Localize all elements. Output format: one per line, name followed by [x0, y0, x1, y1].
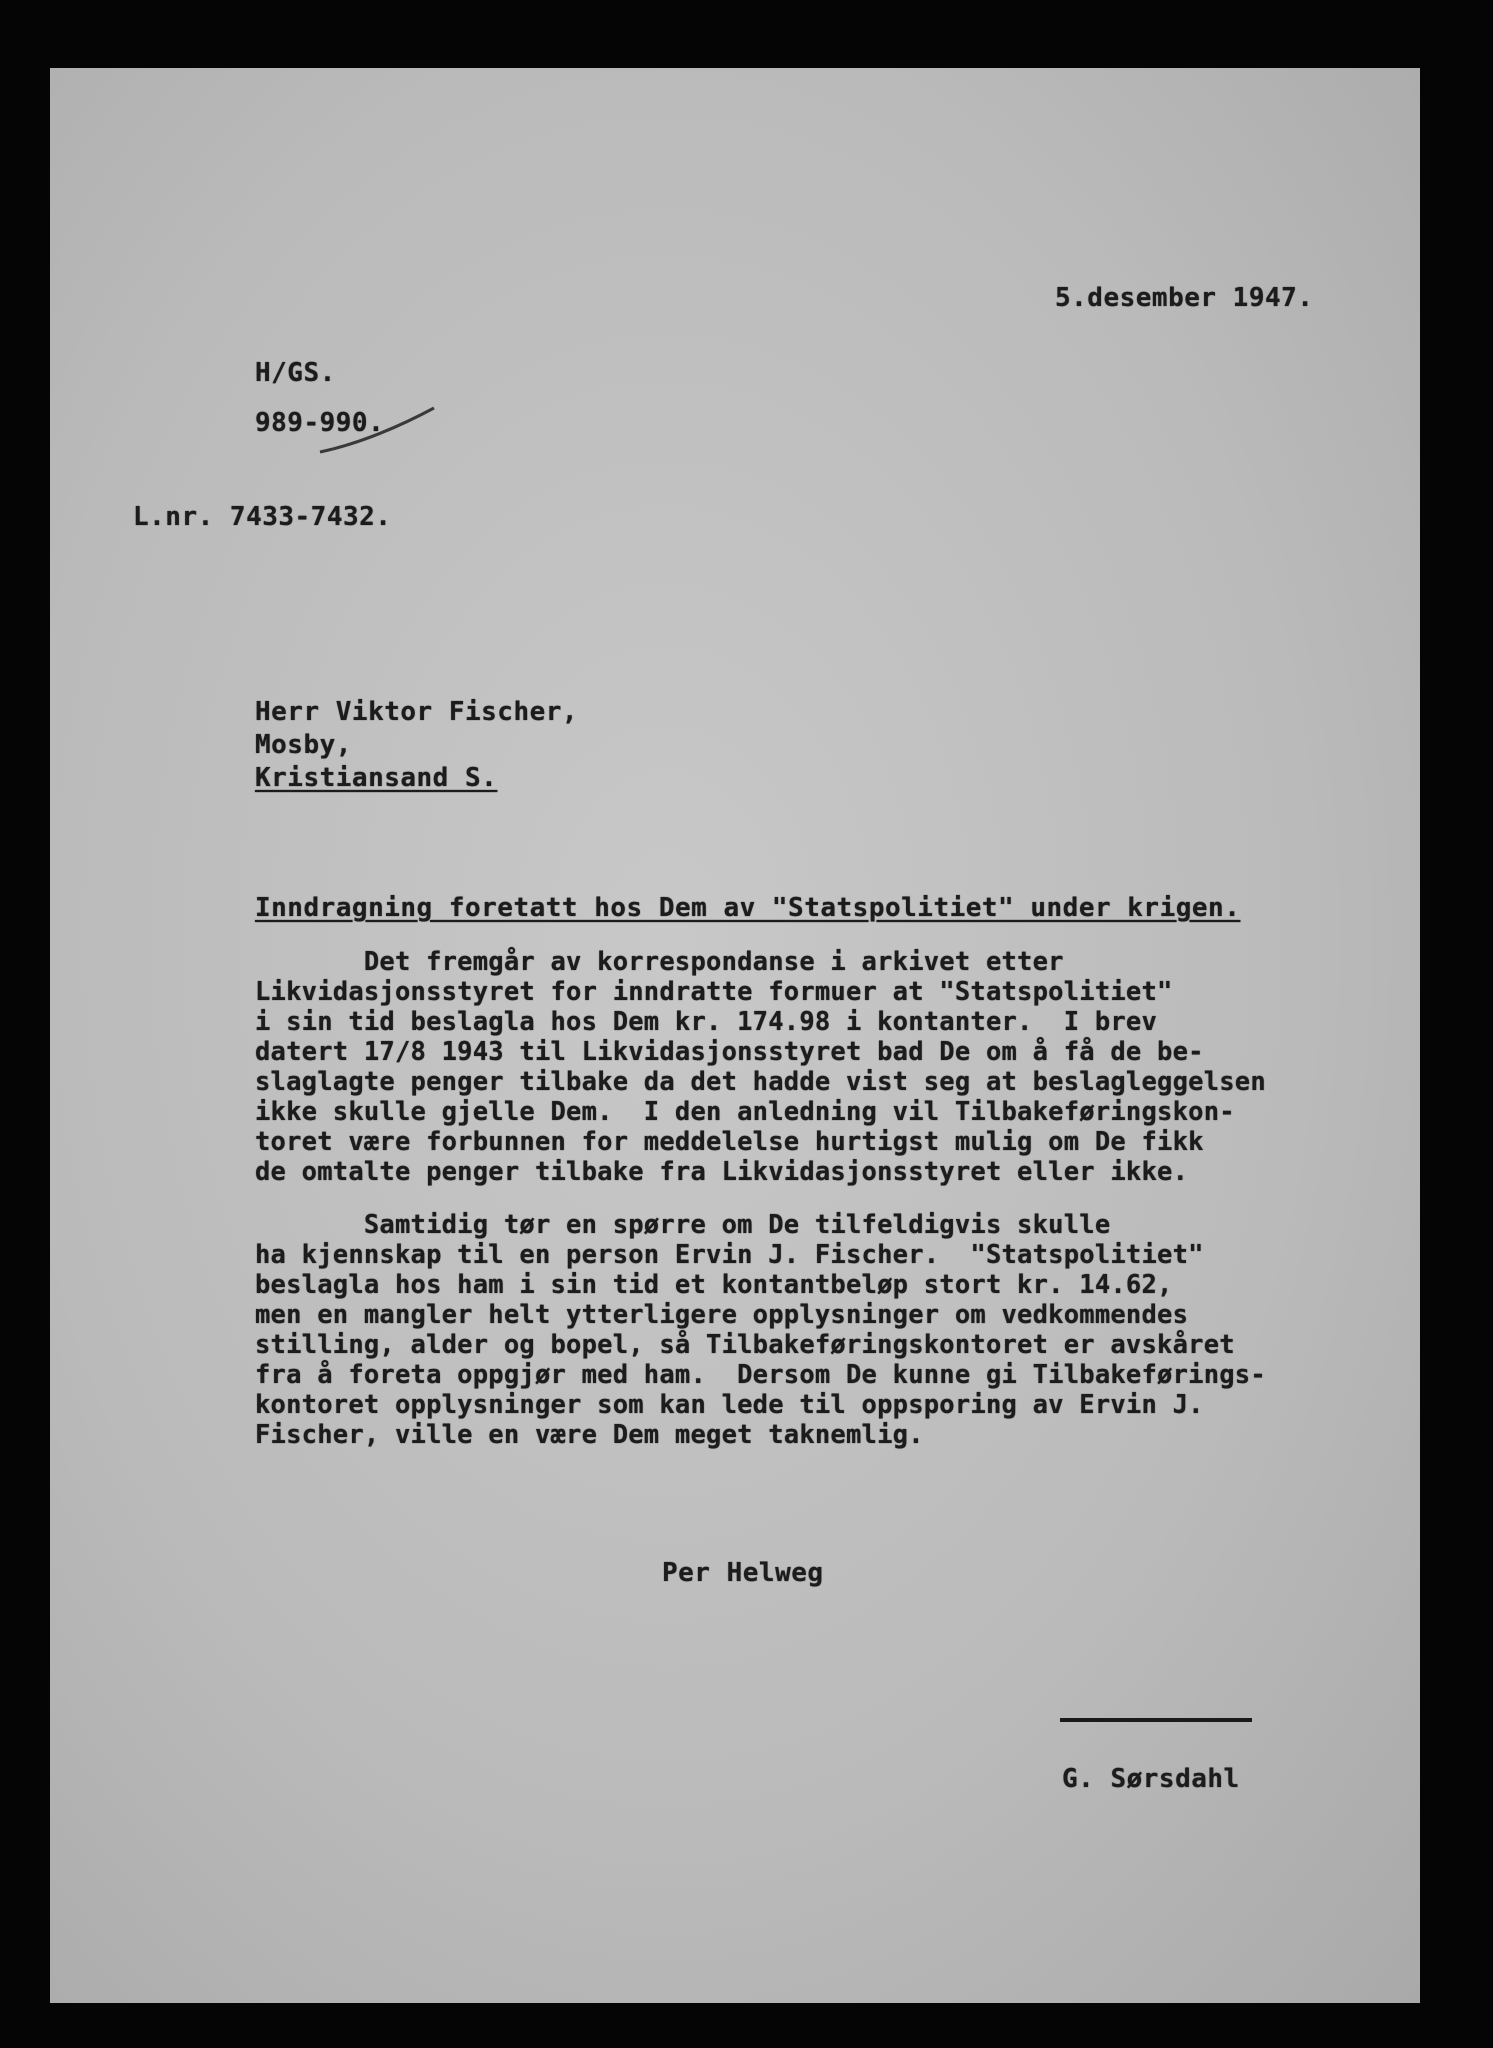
paragraph-2-line: Samtidig tør en spørre om De tilfeldigvis skulle [255, 1210, 1111, 1240]
paragraph-2-line: fra å foreta oppgjør med ham. Dersom De kunne gi Tilbakeførings- [255, 1360, 1266, 1390]
paragraph-2-line: beslagla hos ham i sin tid et kontantbeløp stort kr. 14.62, [255, 1270, 1173, 1300]
paragraph-2-line: stilling, alder og bopel, så Tilbakeføringskontoret er avskåret [255, 1330, 1235, 1360]
signature-name-2: G. Sørsdahl [1062, 1764, 1240, 1794]
paragraph-1-line: ikke skulle gjelle Dem. I den anledning vil Tilbakeføringskon- [255, 1097, 1235, 1127]
paragraph-2-line: ha kjennskap til en person Ervin J. Fischer. "Statspolitiet" [255, 1240, 1204, 1270]
paragraph-1-line: Det fremgår av korrespondanse i arkivet etter [255, 947, 1064, 977]
pen-mark [318, 400, 438, 460]
paragraph-1-line: datert 17/8 1943 til Likvidasjonsstyret bad De om å få de be- [255, 1037, 1204, 1067]
paragraph-1-line: slaglagte penger tilbake da det hadde vist seg at beslagleggelsen [255, 1067, 1266, 1097]
paragraph-1-line: de omtalte penger tilbake fra Likvidasjonsstyret eller ikke. [255, 1157, 1189, 1187]
paragraph-1-line: Likvidasjonsstyret for inndratte formuer at "Statspolitiet" [255, 977, 1173, 1007]
recipient-place: Mosby, [255, 730, 352, 760]
letter-subject: Inndragning foretatt hos Dem av "Statspolitiet" under krigen. [255, 893, 1241, 923]
reference-numbers: 989-990. [255, 408, 385, 438]
letter-number: L.nr. 7433-7432. [133, 502, 392, 532]
paragraph-2-line: Fischer, ville en være Dem meget taknemlig. [255, 1420, 924, 1450]
paragraph-1-line: i sin tid beslagla hos Dem kr. 174.98 i kontanter. I brev [255, 1007, 1158, 1037]
recipient-name: Herr Viktor Fischer, [255, 697, 579, 727]
paragraph-1-line: toret være forbunnen for meddelelse hurtigst mulig om De fikk [255, 1127, 1204, 1157]
recipient-city: Kristiansand S. [255, 763, 498, 793]
letter-date: 5.desember 1947. [1055, 283, 1314, 313]
signature-name-1: Per Helweg [662, 1558, 824, 1588]
reference-initials: H/GS. [255, 358, 336, 388]
paragraph-2-line: kontoret opplysninger som kan lede til oppsporing av Ervin J. [255, 1390, 1204, 1420]
signature-line [1060, 1718, 1252, 1722]
paragraph-2-line: men en mangler helt ytterligere opplysninger om vedkommendes [255, 1300, 1189, 1330]
